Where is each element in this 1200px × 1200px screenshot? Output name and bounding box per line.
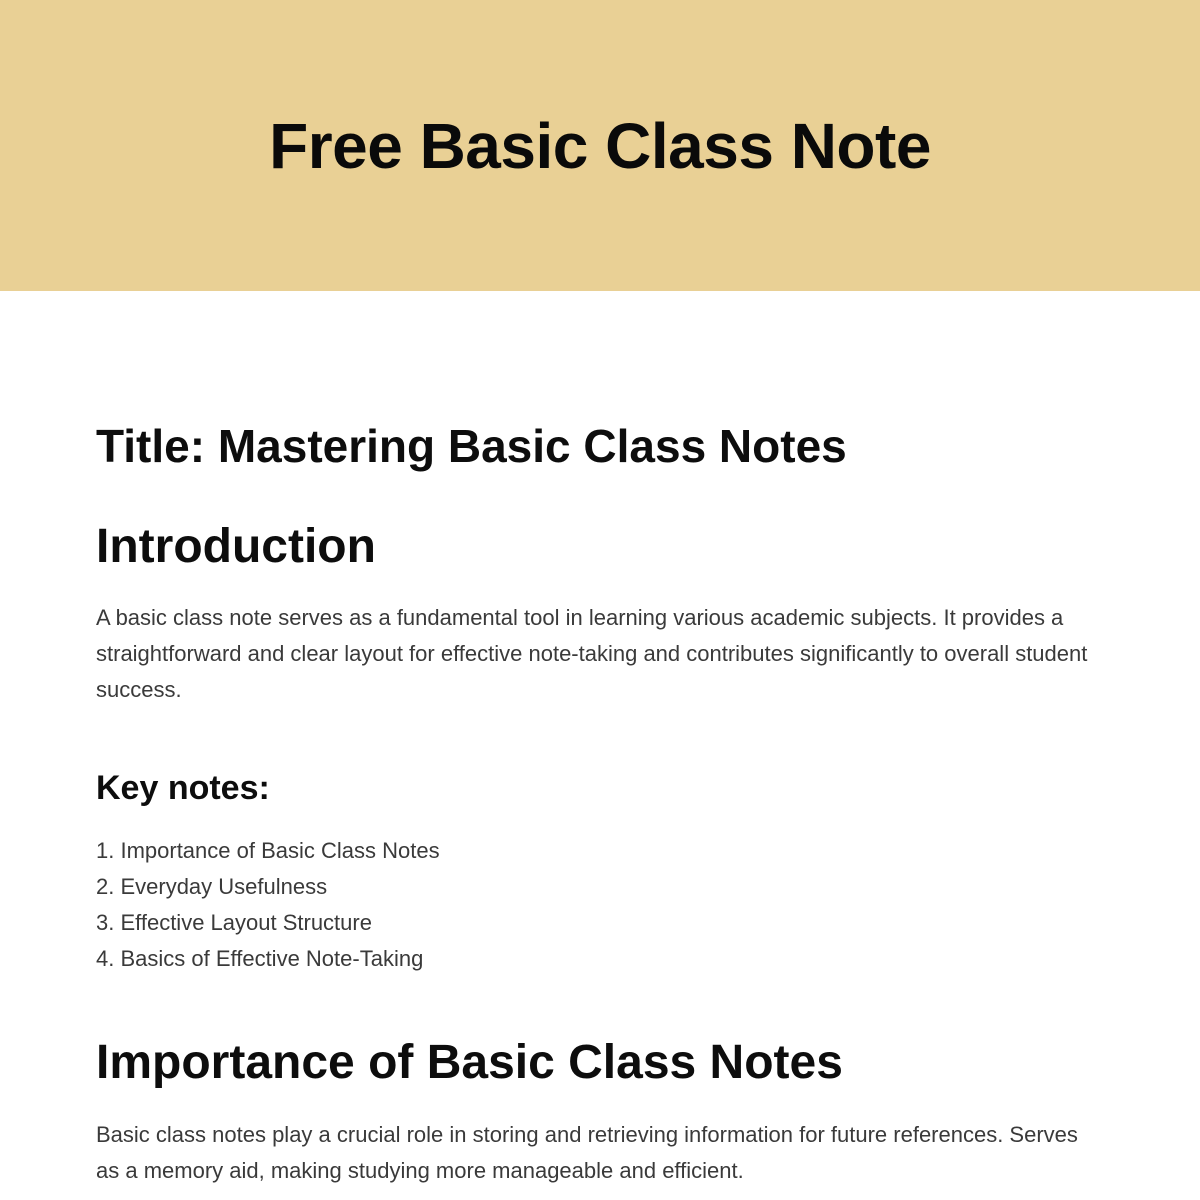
banner-title: Free Basic Class Note [269,110,931,182]
key-notes-heading: Key notes: [96,769,270,807]
importance-heading: Importance of Basic Class Notes [96,1036,843,1089]
document-title: Title: Mastering Basic Class Notes [96,420,847,472]
header-banner [0,0,1200,291]
introduction-paragraph: A basic class note serves as a fundamental tool in learning various academic subjects. It provides a straightforward and clear layout for effective note-taking and contributes significantly to overall student success. [96,605,1088,702]
list-item: 2. Everyday Usefulness [96,874,328,899]
list-item: 3. Effective Layout Structure [96,910,372,935]
key-notes-list [96,833,440,977]
list-item: 4. Basics of Effective Note-Taking [96,946,424,971]
introduction-heading: Introduction [96,520,376,573]
importance-paragraph: Basic class notes play a crucial role in storing and retrieving information for future references. Serves as a memory aid, making studying more manageable and efficient. [96,1122,1078,1183]
list-item: 1. Importance of Basic Class Notes [96,838,440,863]
